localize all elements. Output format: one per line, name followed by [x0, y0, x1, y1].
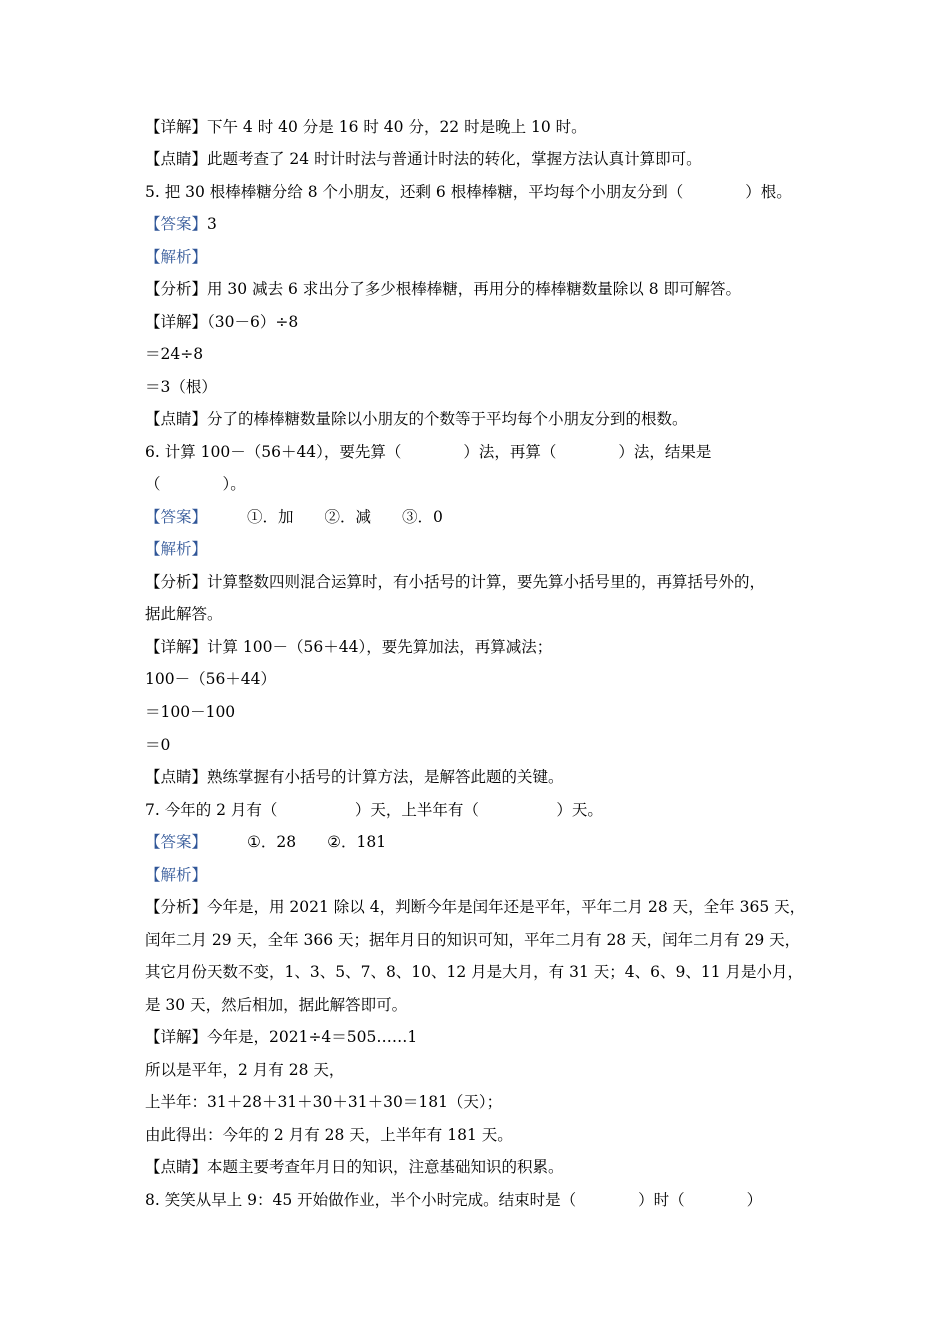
answer-label: 【答案】: [145, 833, 208, 851]
text-line: ＝100－100: [145, 703, 236, 721]
question-5: 5. 把 30 根棒棒糖分给 8 个小朋友，还剩 6 根棒棒糖，平均每个小朋友分到（ ）根。: [145, 183, 792, 201]
analysis-label: 【解析】: [145, 248, 208, 266]
answer-value: ①．28 ②．181: [247, 833, 387, 851]
answer-line: [145, 506, 443, 528]
text-line: 其它月份天数不变，1、3、5、7、8、10、12 月是大月，有 31 天；4、6、9、11 月是小月，: [145, 963, 803, 981]
text-line: （ ）。: [145, 475, 246, 493]
text-line: 【详解】（30－6）÷8: [145, 313, 299, 331]
analysis-label: 【解析】: [145, 540, 208, 558]
analysis-label: 【解析】: [145, 866, 208, 884]
text-line: ＝3（根）: [145, 378, 217, 396]
text-line: 【详解】下午 4 时 40 分是 16 时 40 分，22 时是晚上 10 时。: [145, 118, 587, 136]
text-line: 【分析】计算整数四则混合运算时，有小括号的计算，要先算小括号里的，再算括号外的，: [145, 573, 766, 591]
answer-label: 【答案】: [145, 215, 208, 233]
text-line: 【分析】今年是，用 2021 除以 4，判断今年是闰年还是平年，平年二月 28 天，全年 365 天，: [145, 898, 806, 916]
text-line: 【详解】计算 100－（56＋44），要先算加法，再算减法；: [145, 638, 553, 656]
answer-value: 3: [207, 215, 217, 233]
answer-label: 【答案】: [145, 508, 208, 526]
text-line: 所以是平年，2 月有 28 天，: [145, 1061, 345, 1079]
question-7: 7. 今年的 2 月有（ ）天，上半年有（ ）天。: [145, 801, 603, 819]
text-line: 是 30 天，然后相加，据此解答即可。: [145, 996, 408, 1014]
text-line: 【点睛】熟练掌握有小括号的计算方法，是解答此题的关键。: [145, 768, 564, 786]
text-line: ＝24÷8: [145, 345, 204, 363]
text-line: 闰年二月 29 天，全年 366 天；据年月日的知识可知，平年二月有 28 天，闰年二月有 29 天，: [145, 931, 801, 949]
question-6: 6. 计算 100－（56＋44），要先算（ ）法，再算（ ）法，结果是: [145, 443, 712, 461]
text-line: 【点睛】分了的棒棒糖数量除以小朋友的个数等于平均每个小朋友分到的根数。: [145, 410, 688, 428]
text-line: 【点睛】此题考查了 24 时计时法与普通计时法的转化，掌握方法认真计算即可。: [145, 150, 702, 168]
text-line: 【详解】今年是，2021÷4＝505……1: [145, 1028, 418, 1046]
answer-line: [145, 213, 217, 235]
answer-value: ①．加 ②．减 ③．0: [247, 508, 443, 526]
text-line: 【点睛】本题主要考查年月日的知识，注意基础知识的积累。: [145, 1158, 564, 1176]
text-line: 据此解答。: [145, 605, 223, 623]
text-line: 100－（56＋44）: [145, 670, 277, 688]
answer-line: [145, 831, 386, 853]
question-8: 8. 笑笑从早上 9：45 开始做作业，半个小时完成。结束时是（ ）时（ ）: [145, 1191, 763, 1209]
text-line: ＝0: [145, 736, 171, 754]
text-line: 上半年：31＋28＋31＋30＋31＋30＝181（天）；: [145, 1093, 503, 1111]
text-line: 【分析】用 30 减去 6 求出分了多少根棒棒糖，再用分的棒棒糖数量除以 8 即可解答。: [145, 280, 742, 298]
text-line: 由此得出：今年的 2 月有 28 天，上半年有 181 天。: [145, 1126, 513, 1144]
